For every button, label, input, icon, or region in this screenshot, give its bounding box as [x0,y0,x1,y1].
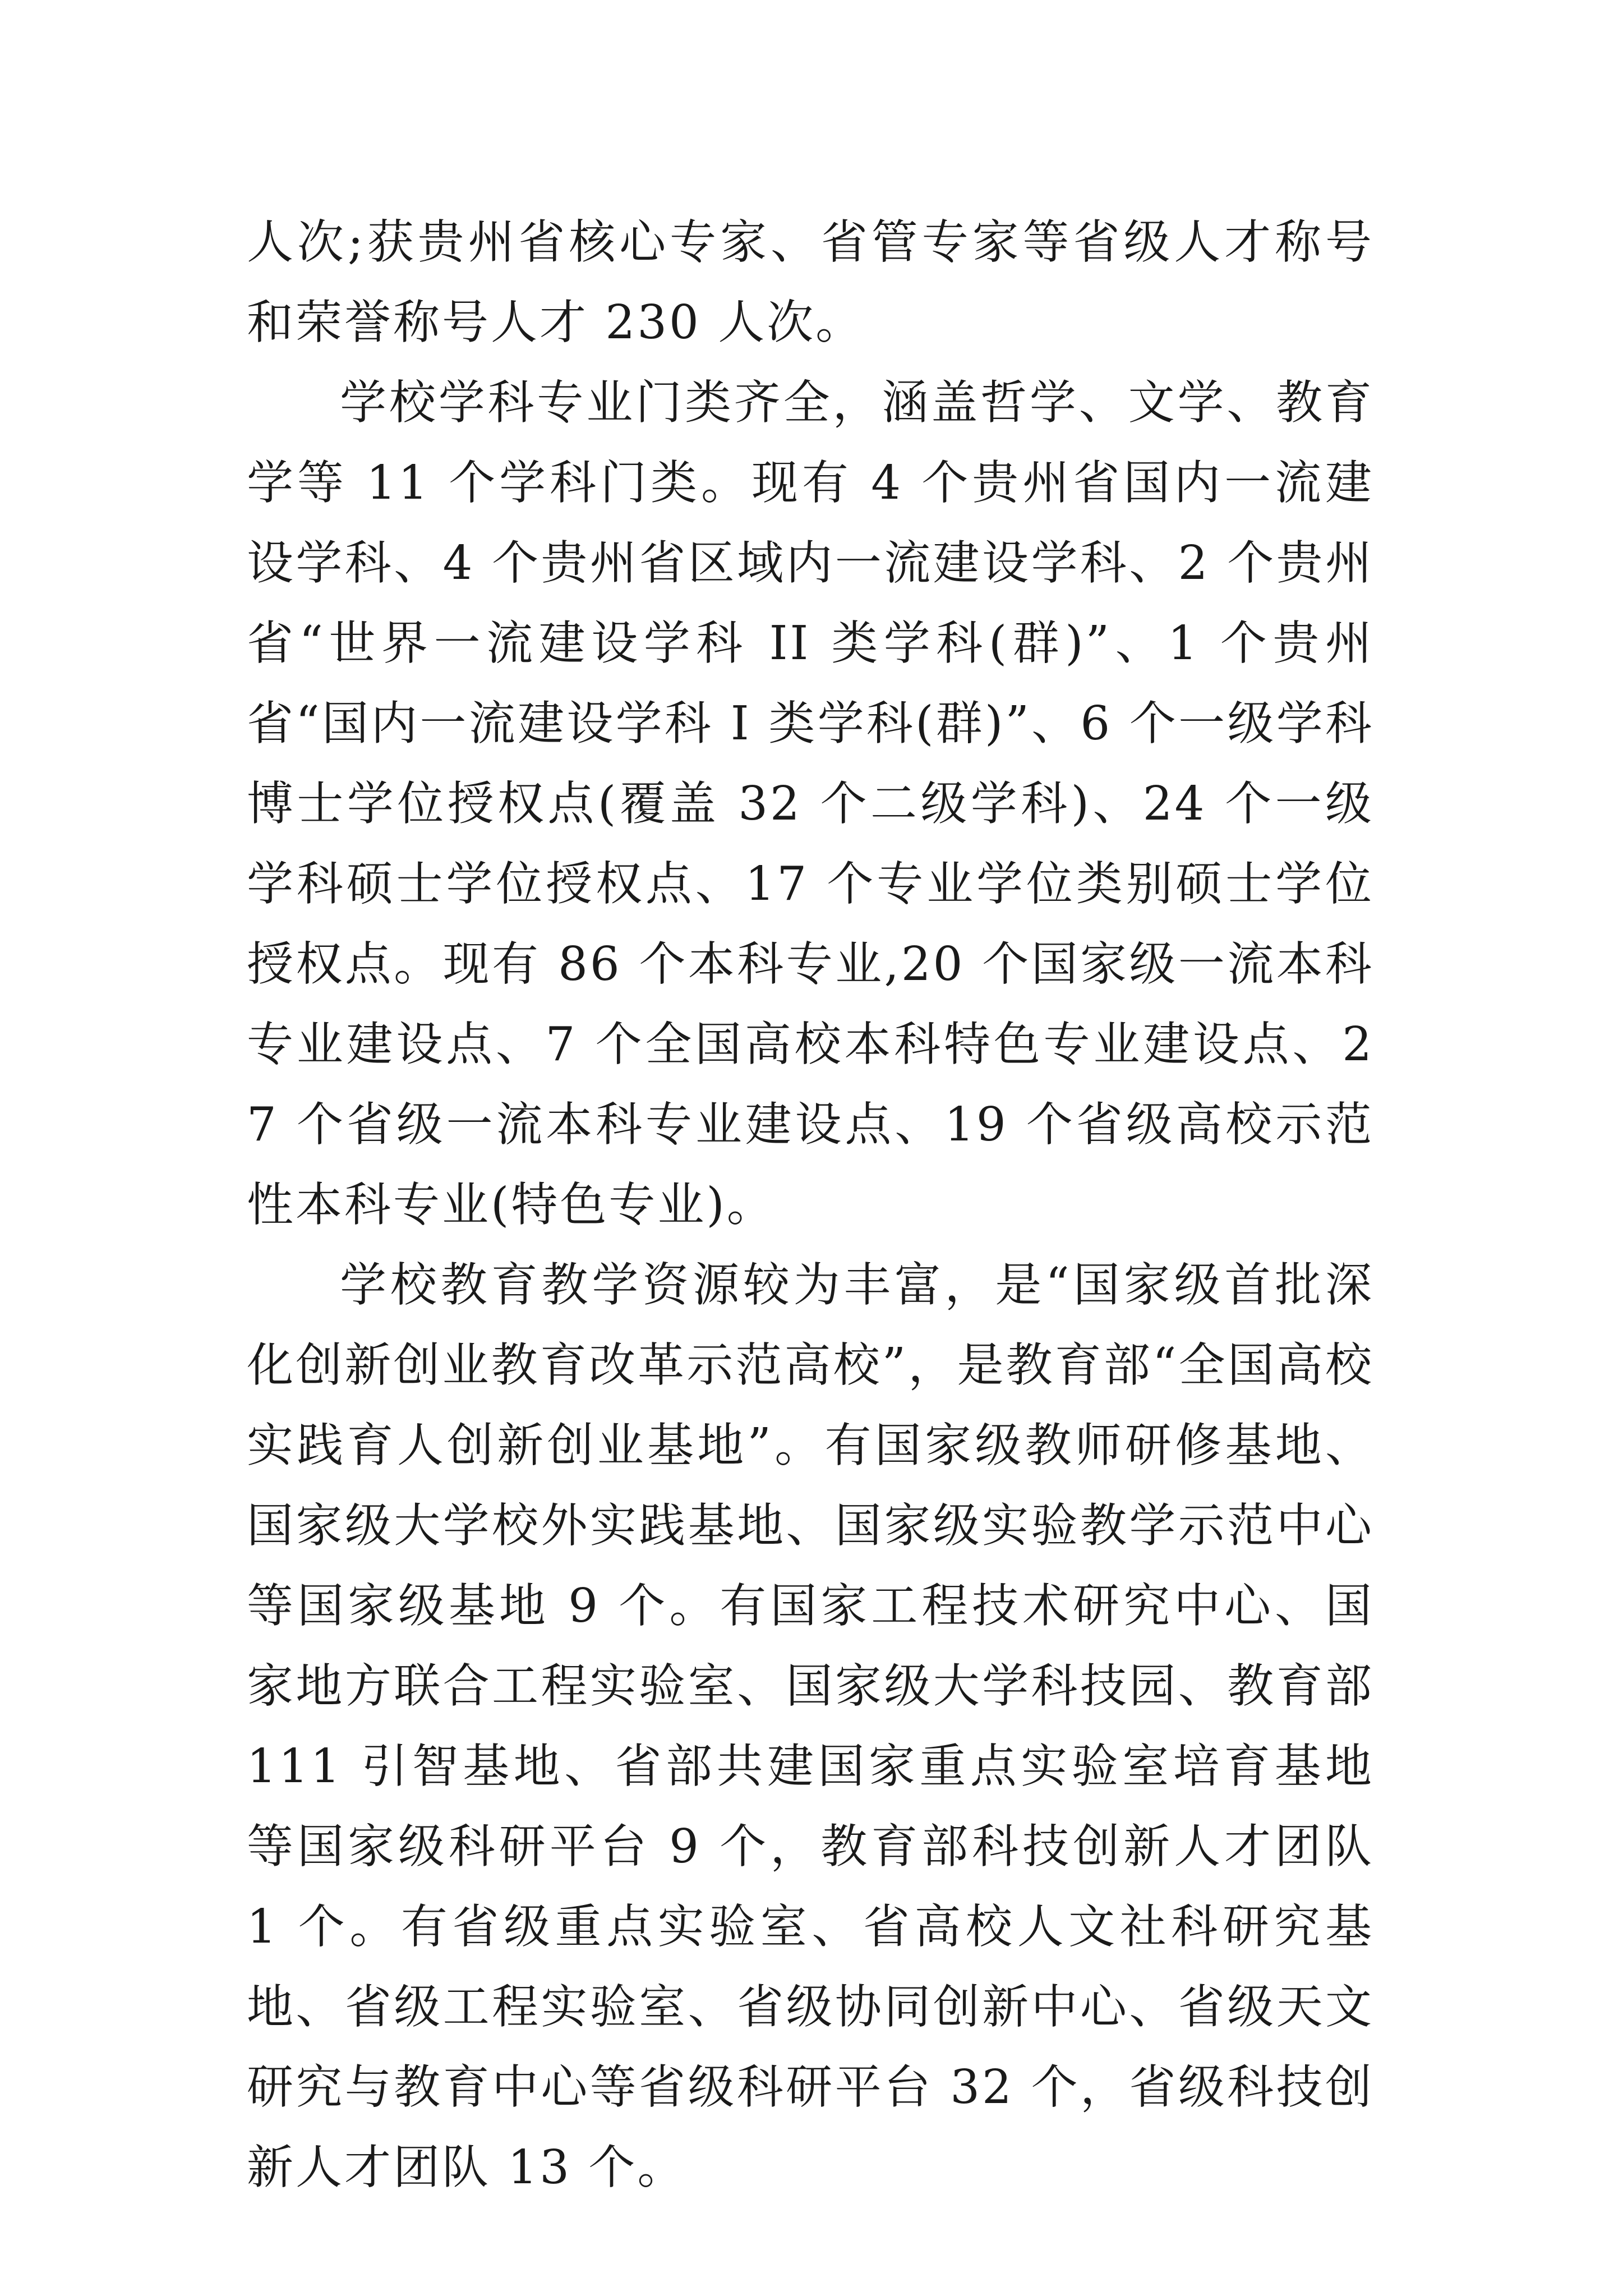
paragraph-talent: 人次;获贵州省核心专家、省管专家等省级人才称号和荣誉称号人才 230 人次。 [247,215,1374,349]
paragraph-disciplines: 学校学科专业门类齐全，涵盖哲学、文学、教育学等 11 个学科门类。现有 4 个贵州省国内一流建设学科、4 个贵州省区域内一流建设学科、2 个贵州省“世界一流建设学科 II 类学科(群)”、1 个贵州省“国内一流建设学科 I 类学科(群)”、6 个一级学科博士学位授权点(覆盖 32 个二级学科)、24 个一级学科硕士学位授权点、17 个专业学位类别硕士学位授权点。现有 86 个本科专业,20 个国家级一流本科专业建设点、7 个全国高校本科特色专业建设点、27 个省级一流本科专业建设点、19 个省级高校示范性本科专业(特色专业)。 [247,375,1374,1232]
document-body [247,202,1374,2207]
paragraph-resources: 学校教育教学资源较为丰富，是“国家级首批深化创新创业教育改革示范高校”，是教育部“全国高校实践育人创新创业基地”。有国家级教师研修基地、国家级大学校外实践基地、国家级实验教学示范中心等国家级基地 9 个。有国家工程技术研究中心、国家地方联合工程实验室、国家级大学科技园、教育部 111 引智基地、省部共建国家重点实验室培育基地等国家级科研平台 9 个，教育部科技创新人才团队 1 个。有省级重点实验室、省高校人文社科研究基地、省级工程实验室、省级协同创新中心、省级天文研究与教育中心等省级科研平台 32 个，省级科技创新人才团队 13 个。 [247,1258,1374,2194]
